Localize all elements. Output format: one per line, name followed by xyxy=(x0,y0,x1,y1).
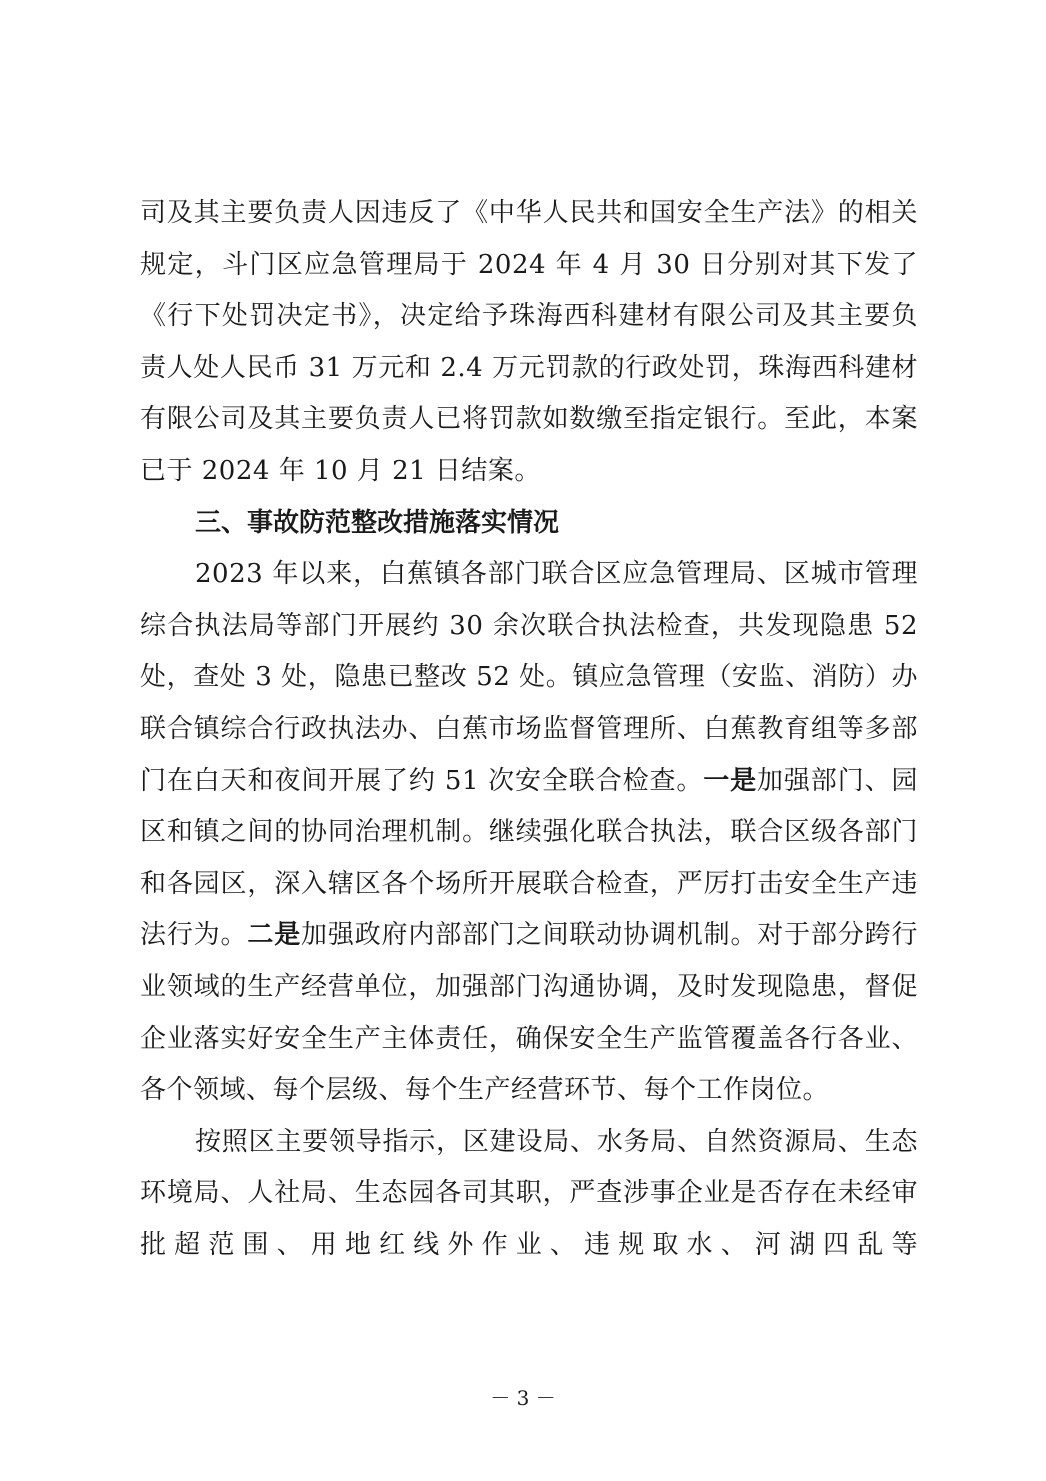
measure-two-label: 二是 xyxy=(247,920,302,951)
paragraph-leader-instructions: 按照区主要领导指示，区建设局、水务局、自然资源局、生态环境局、人社局、生态园各司其职，严查涉事企业是否存在未经审批超范围、用地红线外作业、违规取水、河湖四乱等 xyxy=(140,1126,918,1260)
document-body xyxy=(140,188,918,1271)
measures-intro-text: 2023 年以来，白蕉镇各部门联合区应急管理局、区城市管理综合执法局等部门开展约 30 余次联合执法检查，共发现隐患 52 处，查处 3 处，隐患已整改 52 处。镇应急管理（安监、消防）办联合镇综合行政执法办、白蕉市场监督管理所、白蕉教育组等多部门在白天和夜间开展了约 51 次安全联合检查。 xyxy=(140,559,918,796)
section-heading-3: 三、事故防范整改措施落实情况 xyxy=(195,507,560,538)
measure-one-text: 加强部门、园区和镇之间的协同治理机制。继续强化联合执法，联合区级各部门和各园区，深入辖区各个场所开展联合检查，严厉打击安全生产违法行为。 xyxy=(140,765,918,951)
paragraph-case-closure: 司及其主要负责人因违反了《中华人民共和国安全生产法》的相关规定，斗门区应急管理局于 2024 年 4 月 30 日分别对其下发了《行下处罚决定书》，决定给予珠海西科建材有限公司及其主要负责人处人民币 31 万元和 2.4 万元罚款的行政处罚，珠海西科建材有限公司及其主要负责人已将罚款如数缴至指定银行。至此，本案已于 2024 年 10 月 21 日结案。 xyxy=(140,198,918,486)
page-number: － 3 － xyxy=(490,1386,556,1410)
measure-one-label: 一是 xyxy=(703,765,758,796)
paragraph-rectification-measures xyxy=(140,549,918,1117)
measure-two-text: 加强政府内部部门之间联动协调机制。对于部分跨行业领域的生产经营单位，加强部门沟通协调，及时发现隐患，督促企业落实好安全生产主体责任，确保安全生产监管覆盖各行各业、各个领域、每个层级、每个生产经营环节、每个工作岗位。 xyxy=(140,920,918,1106)
